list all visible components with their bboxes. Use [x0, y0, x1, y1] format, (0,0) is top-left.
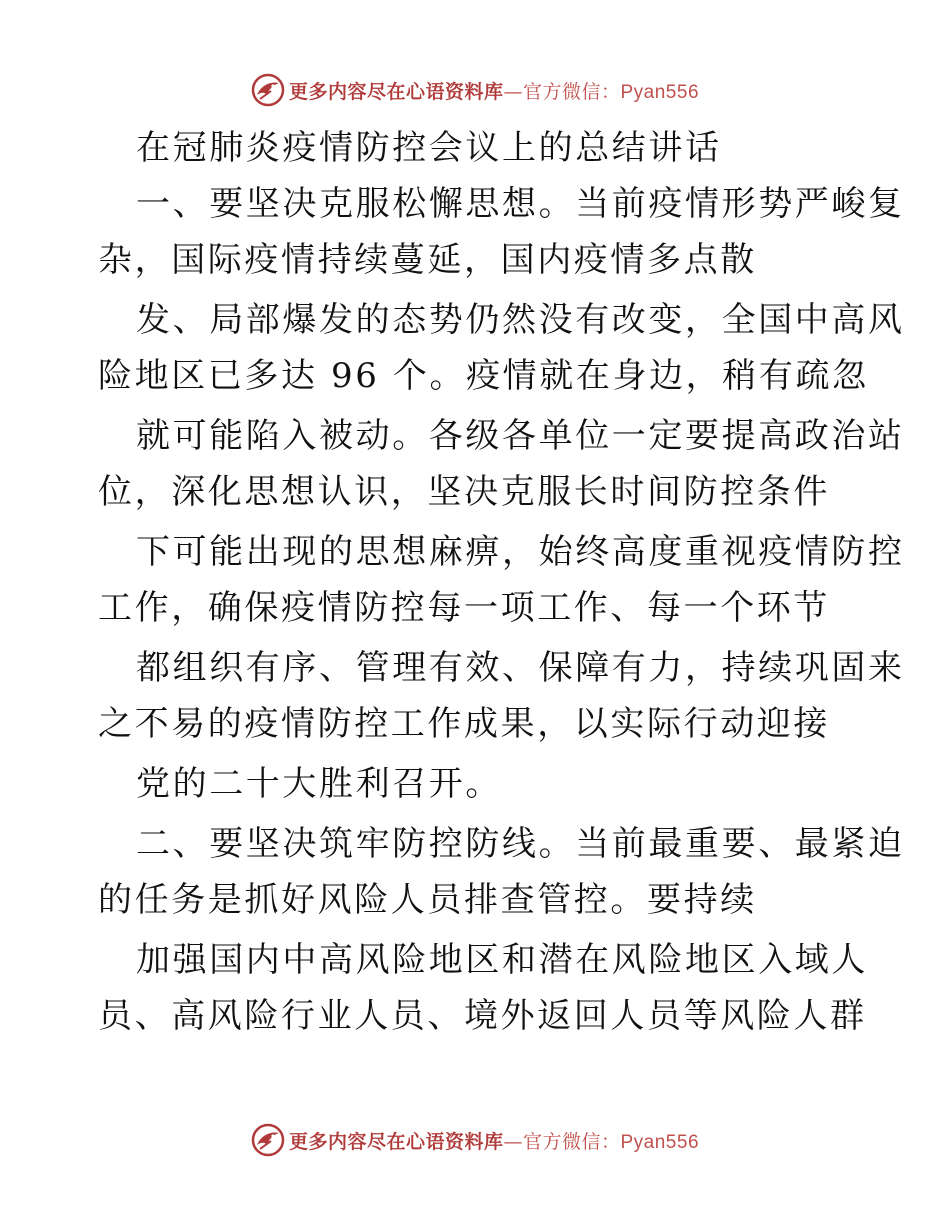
bird-logo-icon — [251, 73, 285, 107]
banner-wechat-label: 官方微信： — [522, 1130, 621, 1153]
banner-wechat-id: Pyan556 — [620, 1131, 700, 1153]
text-line: 二、要坚决筑牢防控防线。当前最重要、最紧迫 — [136, 824, 905, 864]
text-line: 都组织有序、管理有效、保障有力，持续巩固来 — [136, 648, 905, 688]
banner-text — [289, 77, 699, 104]
banner-wechat-id: Pyan556 — [620, 81, 700, 103]
text-line: 工作，确保疫情防控每一项工作、每一个环节 — [98, 588, 830, 628]
banner-wechat-label: 官方微信： — [522, 80, 621, 103]
footer-banner — [0, 1120, 950, 1160]
text-line: 险地区已多达 96 个。疫情就在身边，稍有疏忽 — [98, 356, 869, 396]
text-line: 党的二十大胜利召开。 — [136, 764, 502, 804]
text-line: 加强国内中高风险地区和潜在风险地区入域人 — [136, 940, 868, 980]
text-line: 发、局部爆发的态势仍然没有改变，全国中高风 — [136, 300, 905, 340]
banner-brand: 更多内容尽在心语资料库 — [288, 1130, 504, 1153]
banner-separator: — — [503, 80, 523, 103]
text-line: 就可能陷入被动。各级各单位一定要提高政治站 — [136, 416, 905, 456]
text-line: 之不易的疫情防控工作成果，以实际行动迎接 — [98, 704, 830, 744]
text-line: 一、要坚决克服松懈思想。当前疫情形势严峻复 — [136, 184, 905, 224]
text-line: 的任务是抓好风险人员排查管控。要持续 — [98, 880, 757, 920]
text-line: 位，深化思想认识，坚决克服长时间防控条件 — [98, 472, 830, 512]
document-title: 在冠肺炎疫情防控会议上的总结讲话 — [136, 128, 722, 168]
banner-separator: — — [503, 1130, 523, 1153]
text-line: 杂，国际疫情持续蔓延，国内疫情多点散 — [98, 240, 757, 280]
banner-brand: 更多内容尽在心语资料库 — [288, 80, 504, 103]
text-line: 下可能出现的思想麻痹，始终高度重视疫情防控 — [136, 532, 905, 572]
header-banner — [0, 70, 950, 110]
banner-text — [289, 1127, 699, 1154]
bird-logo-icon — [251, 1123, 285, 1157]
text-line: 员、高风险行业人员、境外返回人员等风险人群 — [98, 996, 867, 1036]
